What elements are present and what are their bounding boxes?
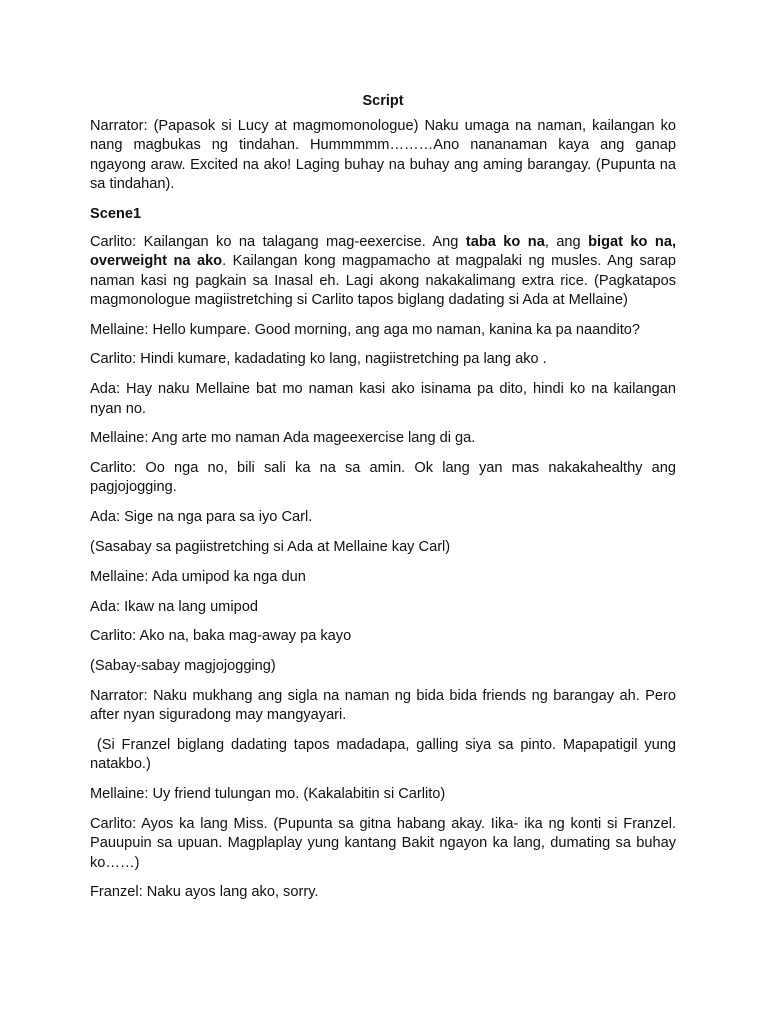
paragraph-carlito-reply: Carlito: Hindi kumare, kadadating ko lang, nagiistretching pa lang ako . bbox=[90, 351, 547, 368]
paragraph-mellaine-umipod: Mellaine: Ada umipod ka nga dun bbox=[90, 568, 306, 585]
paragraph-narrator-intro: Narrator: (Papasok si Lucy at magmomonologue) Naku umaga na naman, kailangan ko nang magbukas ng tindahan. Hummmmm………Ano nananaman kaya ang ganap ngayong araw. Excited na ako! Laging buhay na buhay ang aming barangay. (Pupunta na sa tindahan). bbox=[90, 118, 676, 192]
paragraph-carlito-monologue bbox=[90, 233, 676, 310]
paragraph-carlito-ayos: Carlito: Ayos ka lang Miss. (Pupunta sa gitna habang akay. Iika- ika ng konti si Franzel. Pauupuin sa upuan. Magplaplay yung kantang Bakit ngayon ka lang, dumating sa buhay ko……) bbox=[90, 816, 676, 871]
paragraph-carlito-ako-na: Carlito: Ako na, baka mag-away pa kayo bbox=[90, 628, 352, 645]
paragraph-mellaine-arte: Mellaine: Ang arte mo naman Ada mageexercise lang di ga. bbox=[90, 430, 476, 447]
carlito-bold-phrase-1: taba ko na bbox=[465, 233, 545, 250]
script-title: Script bbox=[362, 93, 404, 109]
paragraph-mellaine-greeting: Mellaine: Hello kumpare. Good morning, ang aga mo naman, kanina ka pa naandito? bbox=[90, 321, 641, 338]
scene-heading: Scene1 bbox=[90, 205, 142, 222]
carlito-text-end: . Kailangan kong magpamacho at magpalaki ng musles. Ang sarap naman kasi ng pagkain sa Inasal eh. Lagi akong nakakalimang extra rice. (Pagkatapos magmonologue magiistretching si Carlito tapos biglang dadating si Ada at Mellaine) bbox=[90, 253, 677, 308]
carlito-text-middle: , ang bbox=[544, 233, 589, 250]
paragraph-carlito-invite: Carlito: Oo nga no, bili sali ka na sa amin. Ok lang yan mas nakakahealthy ang pagjojogging. bbox=[90, 460, 676, 496]
paragraph-mellaine-tulungan: Mellaine: Uy friend tulungan mo. (Kakalabitin si Carlito) bbox=[90, 786, 446, 803]
document-page bbox=[90, 92, 681, 913]
paragraph-stage-direction-stretching: (Sasabay sa pagiistretching si Ada at Mellaine kay Carl) bbox=[90, 539, 451, 556]
paragraph-ada-complaint: Ada: Hay naku Mellaine bat mo naman kasi ako isinama pa dito, hindi ko na kailangan nyan no. bbox=[90, 381, 676, 417]
paragraph-ada-agree: Ada: Sige na nga para sa iyo Carl. bbox=[90, 509, 313, 526]
paragraph-ada-umipod: Ada: Ikaw na lang umipod bbox=[90, 598, 258, 615]
paragraph-stage-direction-jogging: (Sabay-sabay magjojogging) bbox=[90, 658, 276, 675]
carlito-bold-phrase-2: bigat ko na, overweight na ako bbox=[90, 233, 676, 270]
paragraph-narrator-sigla: Narrator: Naku mukhang ang sigla na naman ng bida bida friends ng barangay ah. Pero after nyan siguradong may mangyayari. bbox=[90, 688, 676, 724]
paragraph-franzel-sorry: Franzel: Naku ayos lang ako, sorry. bbox=[90, 884, 319, 901]
carlito-text-start: Carlito: Kailangan ko na talagang mag-eexercise. Ang bbox=[90, 233, 466, 250]
paragraph-stage-direction-franzel: (Si Franzel biglang dadating tapos madadapa, galling siya sa pinto. Mapapatigil yung natakbo.) bbox=[90, 737, 681, 773]
